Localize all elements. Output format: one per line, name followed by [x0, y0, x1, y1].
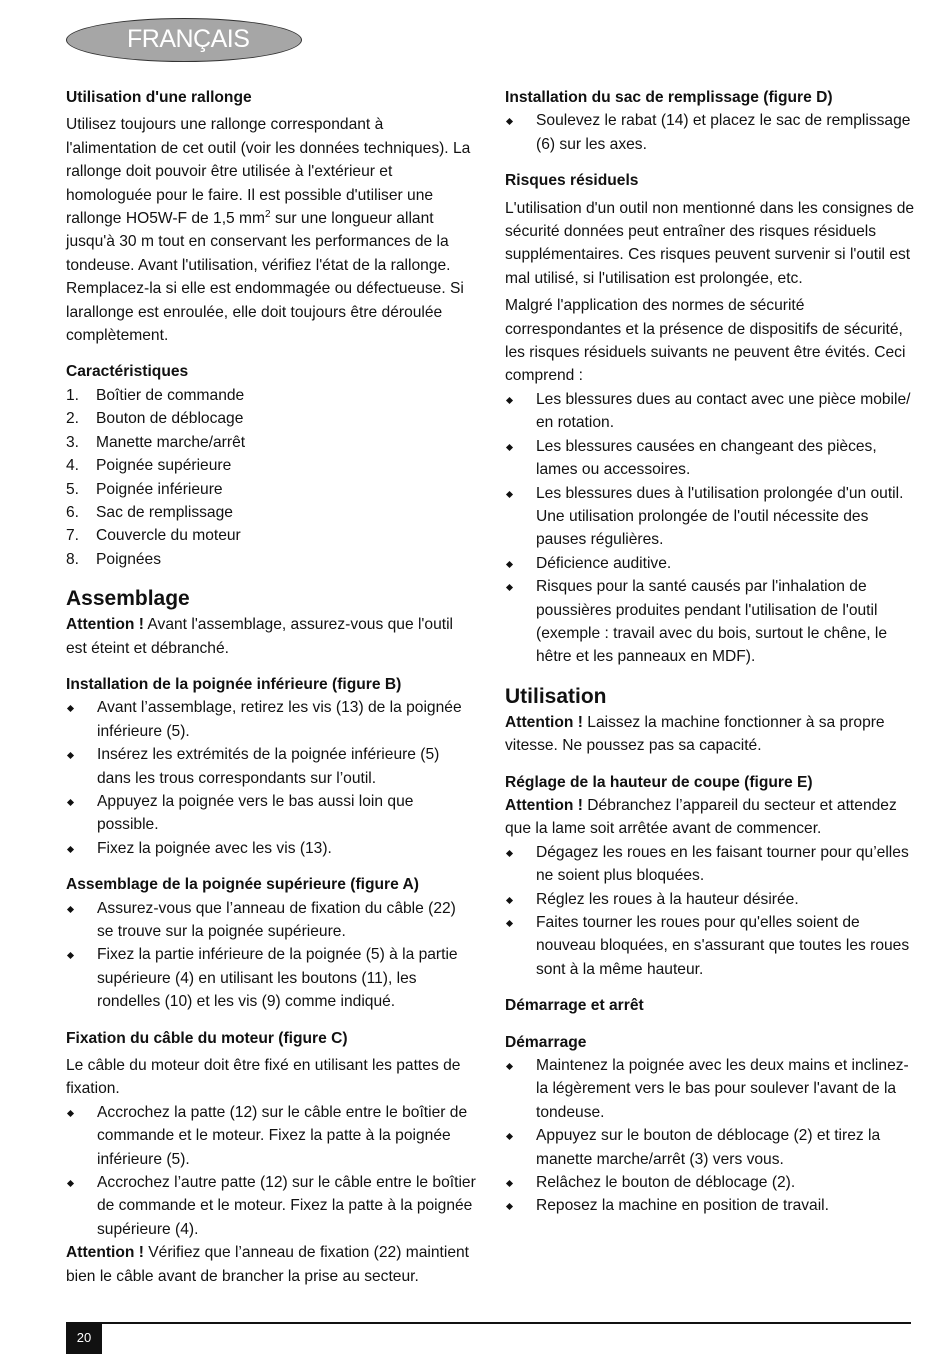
assemblage-warning: Attention ! Avant l'assemblage, assurez-vous que l'outil est éteint et débranché. [66, 616, 454, 657]
list-item: 6. Sac de remplissage [66, 503, 233, 521]
sac-list [505, 109, 915, 156]
list-item: Risques pour la santé causés par l'inhalation de poussières produites pendant l'utilisation de l'outil (exemple : travail avec du bois, surtout le chêne, le hêtre et les panneaux en MDF). [505, 575, 915, 669]
list-item: Appuyez la poignée vers le bas aussi loin que possible. [66, 790, 476, 837]
section-title-sac: Installation du sac de remplissage (figure D) [505, 89, 833, 106]
list-item: Appuyez sur le bouton de déblocage (2) et tirez la manette marche/arrêt (3) vers vous. [505, 1124, 915, 1171]
list-item: Réglez les roues à la hauteur désirée. [505, 888, 915, 911]
rallonge-paragraph: Utilisez toujours une rallonge correspondant à l'alimentation de cet outil (voir les données techniques). La rallonge doit pouvoir être utilisée à l'extérieur et homologuée pour le faire. Il est possible d'utiliser une rallonge HO5W-F de 1,5 $mm^2$ sur une longueur allant jusqu'à 30 m tout en conservant les performances de la tondeuse. Avant l'utilisation, vérifiez l'état de la rallonge. Remplacez-la si elle est endommagée ou défectueuse. Si larallonge est enroulée, elle doit toujours être déroulée complètement. [66, 116, 471, 345]
list-item: Accrochez l’autre patte (12) sur le câble entre le boîtier de commande et le moteur. Fixez la patte à la poignée supérieure (4). [66, 1171, 476, 1241]
list-item: Insérez les extrémités de la poignée inférieure (5) dans les trous correspondants sur l’outil. [66, 743, 476, 790]
list-item: Les blessures dues à l'utilisation prolongée d'un outil. Une utilisation prolongée de l'outil nécessite des pauses régulières. [505, 482, 915, 552]
hauteur-warning: Attention ! Débranchez l’appareil du secteur et attendez que la lame soit arrêtée avant de commencer. [505, 796, 897, 838]
list-item: 7. Couvercle du moteur [66, 527, 241, 545]
list-item: 3. Manette marche/arrêt [66, 433, 246, 451]
risques-list [505, 388, 915, 669]
cable-warning: Attention ! Vérifiez que l’anneau de fixation (22) maintient bien le câble avant de brancher la prise au secteur. [66, 1244, 470, 1285]
poignee-inferieure-list [66, 696, 476, 860]
list-item: Reposez la machine en position de travail. [505, 1194, 915, 1217]
risques-paragraph-2: Malgré l'application des normes de sécurité correspondantes et la présence de dispositifs de sécurité, les risques résiduels suivants ne peuvent être évités. Ceci comprend : [505, 297, 906, 385]
demarrage-list [505, 1054, 915, 1218]
list-item: Avant l’assemblage, retirez les vis (13) de la poignée inférieure (5). [66, 696, 476, 743]
section-title-poignee-inferieure: Installation de la poignée inférieure (figure B) [66, 675, 402, 693]
language-label: FRANÇAIS [127, 25, 250, 53]
list-item: Accrochez la patte (12) sur le câble entre le boîtier de commande et le moteur. Fixez la patte à la poignée inférieure (5). [66, 1101, 476, 1171]
section-title-rallonge: Utilisation d'une rallonge [66, 89, 252, 106]
heading-utilisation: Utilisation [505, 684, 607, 708]
cable-list [66, 1101, 476, 1241]
list-item: Maintenez la poignée avec les deux mains et inclinez-la légèrement vers le bas pour soulever l'avant de la tondeuse. [505, 1054, 915, 1124]
poignee-superieure-list [66, 897, 476, 1014]
left-column [66, 86, 476, 1288]
utilisation-warning: Attention ! Laissez la machine fonctionner à sa propre vitesse. Ne poussez pas sa capacité. [505, 713, 885, 755]
list-item: Dégagez les roues en les faisant tourner pour qu’elles ne soient plus bloquées. [505, 841, 915, 888]
cable-intro: Le câble du moteur doit être fixé en utilisant les pattes de fixation. [66, 1057, 461, 1098]
list-item: 5. Poignée inférieure [66, 480, 223, 498]
page-number: 20 [66, 1322, 102, 1354]
footer-rule [66, 1322, 911, 1324]
heading-assemblage: Assemblage [66, 587, 190, 611]
section-title-demarrage: Démarrage [505, 1033, 587, 1051]
section-title-poignee-superieure: Assemblage de la poignée supérieure (figure A) [66, 876, 419, 894]
section-title-hauteur: Réglage de la hauteur de coupe (figure E) [505, 773, 813, 791]
right-column [505, 86, 915, 1218]
caracteristiques-list [66, 384, 476, 571]
section-title-cable: Fixation du câble du moteur (figure C) [66, 1029, 348, 1047]
list-item: Fixez la partie inférieure de la poignée (5) à la partie supérieure (4) en utilisant les boutons (11), les rondelles (10) et les vis (9) comme indiqué. [66, 943, 476, 1013]
list-item: 1. Boîtier de commande [66, 386, 245, 404]
section-title-risques: Risques résiduels [505, 172, 639, 190]
list-item: 4. Poignée supérieure [66, 457, 232, 475]
list-item: Faites tourner les roues pour qu'elles soient de nouveau bloquées, en s'assurant que toutes les roues sont à la même hauteur. [505, 911, 915, 981]
list-item: 2. Bouton de déblocage [66, 410, 244, 428]
list-item: Assurez-vous que l’anneau de fixation du câble (22) se trouve sur la poignée supérieure. [66, 897, 476, 944]
risques-paragraph-1: L'utilisation d'un outil non mentionné dans les consignes de sécurité données peut entraîner des risques résiduels supplémentaires. Ces risques peuvent survenir si l'outil est mal utilisé, si l'utilisation est prolongée, etc. [505, 199, 915, 287]
list-item: Relâchez le bouton de déblocage (2). [505, 1171, 915, 1194]
list-item: Fixez la poignée avec les vis (13). [66, 837, 476, 860]
language-tab [66, 18, 302, 62]
section-title-demarrage-arret: Démarrage et arrêt [505, 997, 644, 1015]
hauteur-list [505, 841, 915, 981]
list-item: Soulevez le rabat (14) et placez le sac de remplissage (6) sur les axes. [505, 109, 915, 156]
section-title-caracteristiques: Caractéristiques [66, 363, 189, 381]
list-item: Les blessures dues au contact avec une pièce mobile/ en rotation. [505, 388, 915, 435]
list-item: Déficience auditive. [505, 552, 915, 575]
list-item: 8. Poignées [66, 550, 162, 568]
list-item: Les blessures causées en changeant des pièces, lames ou accessoires. [505, 435, 915, 482]
